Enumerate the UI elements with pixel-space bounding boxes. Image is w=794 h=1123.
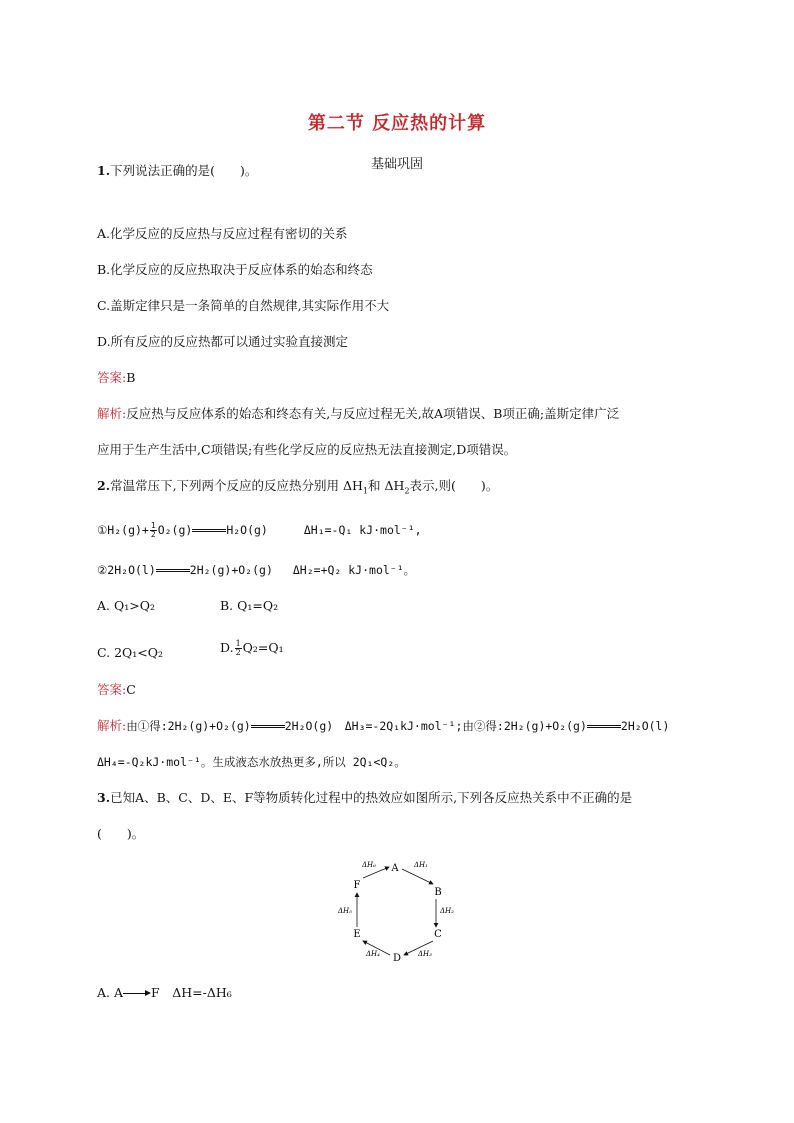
option-letter: D. — [220, 640, 234, 655]
reaction-cycle-diagram — [330, 855, 460, 965]
explanation-text: 反应热与反应体系的始态和终态有关,与反应过程无关,故A项错误、B项正确;盖斯定律广泛 — [126, 406, 620, 421]
answer-label: 答案: — [97, 682, 127, 697]
q2-option-d — [220, 640, 284, 657]
equals-arrow-icon — [587, 723, 621, 731]
explanation-text: 2H₂O(l) — [620, 719, 670, 733]
option-text: F ΔH=-ΔH₆ — [151, 985, 232, 1000]
q1-option-d: D.所有反应的反应热都可以通过实验直接测定 — [97, 334, 349, 349]
node-c: C — [434, 929, 442, 940]
option-text: A. A — [97, 985, 124, 1000]
question-text: 下列说法正确的是( )。 — [110, 163, 258, 178]
frac-denominator: 2 — [235, 648, 241, 657]
node-d: D — [392, 953, 402, 964]
q1-option-a: A.化学反应的反应热与反应过程有密切的关系 — [97, 226, 348, 241]
reaction-1 — [97, 522, 422, 539]
question-number: 2. — [97, 478, 111, 493]
enthalpy-value: ΔH₁=-Q₁ kJ·mol⁻¹, — [303, 523, 422, 537]
fraction-one-half — [150, 522, 157, 539]
q2-answer — [97, 682, 136, 698]
label-dh3: ΔH₃ — [418, 950, 432, 958]
question-text: 已知A、B、C、D、E、F等物质转化过程中的热效应如图所示,下列各反应热关系中不正确的是 — [110, 790, 633, 805]
label-dh6: ΔH₆ — [362, 861, 376, 869]
node-e: E — [353, 929, 361, 940]
reaction-part: 2H₂(g)+O₂(g) — [189, 563, 273, 577]
explanation-label: 解析: — [97, 718, 127, 733]
label-dh4: ΔH₄ — [366, 950, 380, 958]
frac-denominator: 2 — [150, 530, 156, 539]
answer-value: B — [126, 370, 136, 385]
reaction-part: ②2H₂O(l) — [97, 563, 156, 577]
stem-part: 和 ΔH — [368, 478, 405, 493]
label-dh5: ΔH₅ — [338, 907, 352, 915]
q2-option-a: A. Q₁>Q₂ — [97, 598, 155, 613]
frac-numerator: 1 — [235, 639, 241, 648]
q1-explanation-line-1 — [97, 406, 619, 422]
q2-option-c: C. 2Q₁<Q₂ — [97, 645, 164, 660]
page-title: 第二节 反应热的计算 — [307, 113, 487, 134]
answer-label: 答案: — [97, 370, 127, 385]
q1-answer — [97, 370, 135, 386]
explanation-text: 由①得:2H₂(g)+O₂(g) — [126, 719, 251, 733]
stem-part: 常温常压下,下列两个反应的反应热分别用 ΔH — [110, 478, 363, 493]
answer-value: C — [126, 682, 136, 697]
reaction-part: ①H₂(g)+ — [97, 523, 149, 537]
q1-option-c: C.盖斯定律只是一条简单的自然规律,其实际作用不大 — [97, 298, 390, 313]
fraction-one-half — [235, 640, 242, 657]
q2-explanation-line-1 — [97, 718, 669, 734]
equals-arrow-icon — [156, 567, 190, 575]
explanation-label: 解析: — [97, 406, 127, 421]
equals-arrow-icon — [192, 527, 226, 535]
explanation-text: 2H₂O(g) ΔH₃=-2Q₁kJ·mol⁻¹;由②得:2H₂(g)+O₂(g) — [284, 719, 587, 733]
question-3-stem — [97, 790, 632, 806]
edge-a-b — [402, 869, 433, 884]
reaction-part: O₂(g) — [157, 523, 193, 537]
q3-option-a — [97, 985, 232, 1001]
equals-arrow-icon — [251, 723, 285, 731]
q2-option-row-1 — [97, 598, 155, 614]
question-number: 3. — [97, 790, 111, 805]
reaction-2 — [97, 562, 415, 578]
question-3-stem-2: ( )。 — [97, 826, 145, 841]
frac-numerator: 1 — [150, 521, 156, 530]
option-text: Q₂=Q₁ — [242, 640, 284, 655]
label-dh2: ΔH₂ — [440, 907, 454, 915]
q1-explanation-line-2: 应用于生产生活中,C项错误;有些化学反应的反应热无法直接测定,D项错误。 — [97, 442, 517, 457]
arrow-right-icon — [123, 990, 151, 998]
q2-explanation-line-2: ΔH₄=-Q₂kJ·mol⁻¹。生成液态水放热更多,所以 2Q₁<Q₂。 — [97, 755, 406, 769]
reaction-part: H₂O(g) — [226, 523, 268, 537]
stem-part: 表示,则( )。 — [409, 478, 499, 493]
question-2-stem: 2.常温常压下,下列两个反应的反应热分别用 $\Delta H_1$和 $\Delta H_2$表示,则( )。 — [97, 478, 499, 496]
q1-option-b: B.化学反应的反应热取决于反应体系的始态和终态 — [97, 262, 373, 277]
label-dh1: ΔH₁ — [414, 861, 428, 869]
q2-option-b: B. Q₁=Q₂ — [220, 598, 279, 613]
enthalpy-value: ΔH₂=+Q₂ kJ·mol⁻¹。 — [292, 563, 416, 577]
node-b: B — [434, 887, 442, 898]
node-a: A — [391, 863, 399, 874]
node-f: F — [353, 880, 361, 891]
section-heading: 基础巩固 — [370, 157, 423, 172]
question-number: 1. — [97, 163, 111, 178]
question-1-stem — [97, 163, 257, 179]
